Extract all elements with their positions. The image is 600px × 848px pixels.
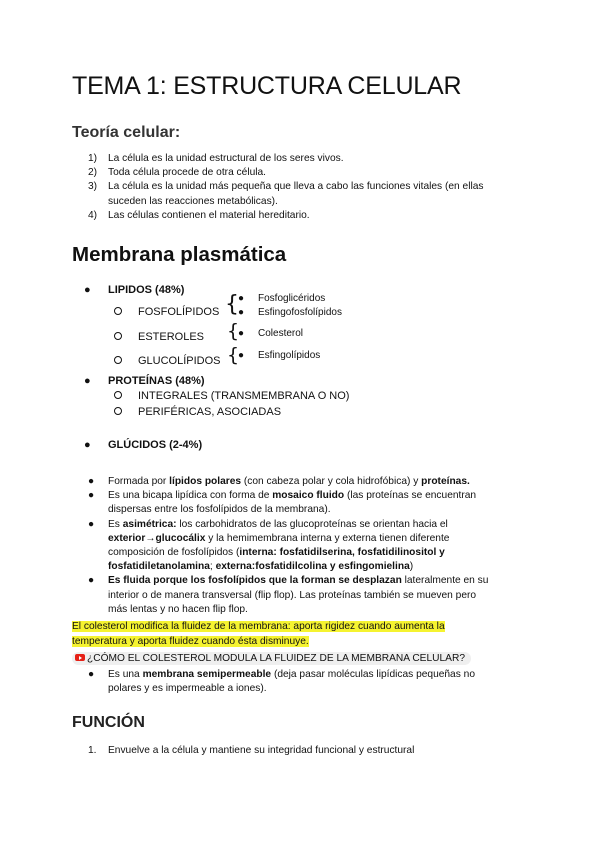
- esfingofosfolipidos-item: ● Esfingofosfolípidos: [238, 307, 342, 318]
- propiedades-list: [72, 475, 532, 617]
- list-item: ● Es fluida porque los fosfolípidos que la forman se desplazan lateralmente en su interior o de manera transversal (flip flop). Las proteínas también se mueven pero más lentas y no hacen flip flop.: [88, 575, 489, 615]
- glucolipidos-item: GLUCOLÍPIDOS: [138, 355, 221, 367]
- list-item: 1. Envuelve a la célula y mantiene su integridad funcional y estructural: [88, 745, 415, 756]
- glucidos-item: ● GLÚCIDOS (2-4%): [84, 439, 203, 451]
- funcion-heading: FUNCIÓN: [72, 714, 145, 731]
- youtube-icon: [75, 654, 85, 661]
- video-link-chip[interactable]: [72, 652, 471, 665]
- funcion-list: [72, 744, 542, 758]
- brace-fosfolipidos: {: [225, 292, 239, 317]
- fosfogliceridos-item: ● Fosfoglicéridos: [238, 293, 326, 304]
- list-item: 4) Las células contienen el material hereditario.: [88, 209, 310, 221]
- teoria-heading: Teoría celular:: [72, 124, 181, 141]
- esfingolipidos-item: ● Esfingolípidos: [238, 350, 321, 361]
- lipidos-item: ● LIPIDOS (48%): [84, 284, 185, 296]
- colesterol-item: ● Colesterol: [238, 328, 304, 339]
- perifericas-item: PERIFÉRICAS, ASOCIADAS: [138, 406, 281, 418]
- list-item: ● Formada por lípidos polares (con cabeza polar y cola hidrofóbica) y proteínas.: [88, 476, 470, 487]
- proteinas-item: ● PROTEÍNAS (48%): [84, 375, 205, 387]
- video-link-text[interactable]: ¿CÓMO EL COLESTEROL MODULA LA FLUIDEZ DE LA MEMBRANA CELULAR?: [87, 653, 465, 664]
- list-item: ● Es una bicapa lipídica con forma de mosaico fluido (las proteínas se encuentran dispersas entre los fosfolípidos de la membrana).: [88, 490, 477, 516]
- brace-glucolipidos: {: [227, 344, 240, 366]
- integrales-item: INTEGRALES (TRANSMEMBRANA O NO): [138, 390, 349, 402]
- list-item: 1) La célula es la unidad estructural de los seres vivos.: [88, 153, 344, 164]
- semipermeable-list: [72, 668, 532, 696]
- list-item: ● Es una membrana semipermeable (deja pasar moléculas lipídicas pequeñas no polares y es impermeable a iones).: [88, 669, 475, 695]
- list-item: ● Es asimétrica: los carbohidratos de las glucoproteínas se orientan hacia el exterior→glucocálix y la hemimembrana interna y externa tienen diferente composición de fosfolípidos (interna: fosfatidilserina, fosfatidilinositol y fosfatidiletanolamina; externa:fosfatidilcolina y esfingomielina): [88, 518, 450, 573]
- highlighted-note: El colesterol modifica la fluidez de la membrana: aporta rigidez cuando aumenta la temperatura y aporta fluidez cuando ésta disminuye.: [72, 621, 445, 647]
- membrana-heading: Membrana plasmática: [72, 243, 287, 266]
- page-title: TEMA 1: ESTRUCTURA CELULAR: [72, 72, 462, 100]
- brace-esteroles: {: [227, 320, 240, 342]
- fosfolipidos-item: FOSFOLÍPIDOS: [138, 306, 219, 318]
- esteroles-item: ESTEROLES: [138, 331, 204, 343]
- list-item: 3) La célula es la unidad más pequeña que lleva a cabo las funciones vitales (en ellas suceden las reacciones metabólicas).: [88, 181, 484, 207]
- teoria-list: [72, 152, 542, 223]
- list-item: 2) Toda célula procede de otra célula.: [88, 167, 267, 179]
